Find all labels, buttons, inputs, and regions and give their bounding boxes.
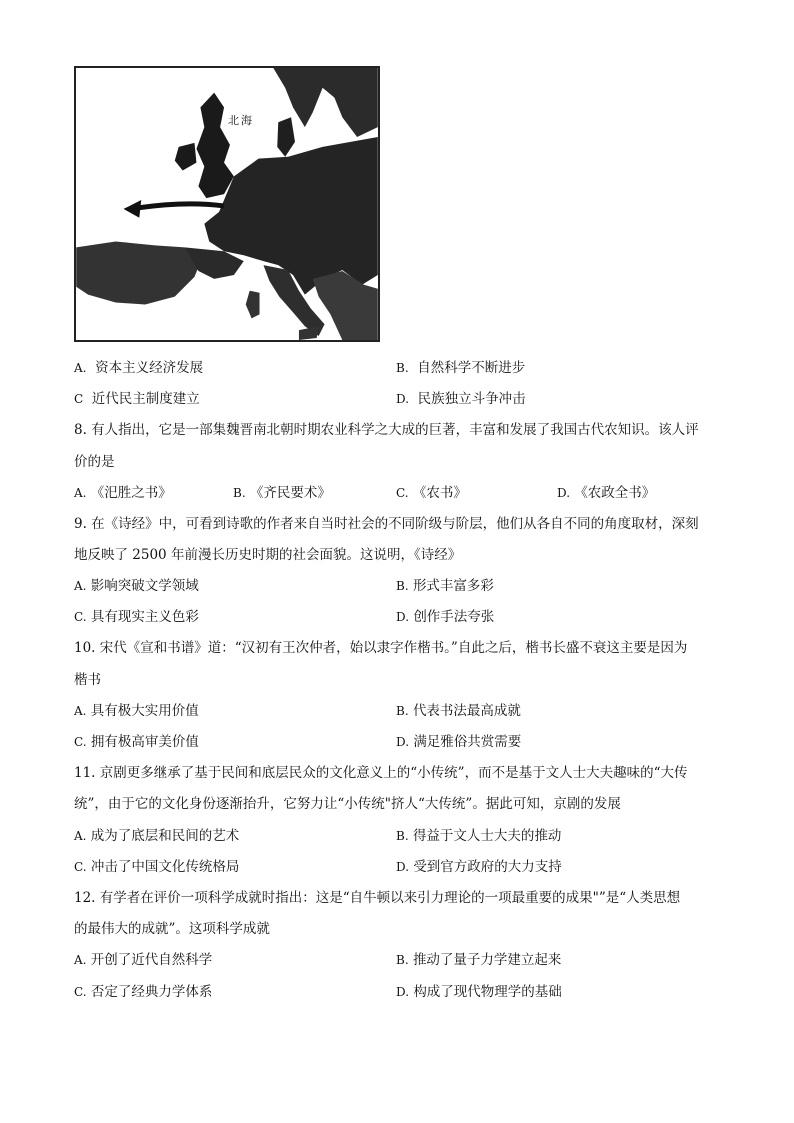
q11-stem-line1: 11. 京剧更多继承了基于民间和底层民众的文化意义上的“小传统”，而不是基于文人士大夫趣味的“大传	[74, 765, 688, 781]
option-text: 代表书法最高成就	[412, 703, 521, 719]
q8-option-c[interactable]	[396, 483, 467, 503]
q8-option-d[interactable]	[557, 483, 655, 503]
option-letter: D.	[396, 610, 410, 624]
option-text: 开创了近代自然科学	[90, 952, 213, 968]
q9-option-b[interactable]	[396, 576, 494, 596]
q12-stem-line2: 的最伟大的成就”。这项科学成就	[74, 921, 270, 937]
q7-option-a[interactable]	[74, 358, 203, 378]
option-letter: B.	[396, 579, 409, 593]
q11-option-c[interactable]	[74, 857, 239, 877]
option-letter: D.	[396, 392, 410, 406]
option-text: 《齐民要术》	[249, 485, 331, 501]
q8-stem-line2: 价的是	[74, 454, 115, 470]
q9-stem-line1: 9. 在《诗经》中，可看到诗歌的作者来自当时社会的不同阶级与阶层，他们从各自不同的角度取材，深刻	[74, 516, 699, 532]
q10-stem-line2: 楷书	[74, 672, 101, 688]
option-text: 具有极大实用价值	[90, 703, 199, 719]
q10-option-b[interactable]	[396, 701, 521, 721]
q12-option-a[interactable]	[74, 950, 212, 970]
option-letter: C.	[74, 860, 87, 874]
option-letter: C.	[74, 985, 87, 999]
option-text: 得益于文人士大夫的推动	[412, 828, 562, 844]
option-text: 资本主义经济发展	[95, 360, 204, 376]
option-text: 具有现实主义色彩	[90, 609, 199, 625]
europe-map-image	[76, 68, 378, 340]
q12-stem-line1: 12. 有学者在评价一项科学成就时指出：这是“自牛顿以来引力理论的一项最重要的成果"”是“人类思想	[74, 890, 681, 906]
option-letter: D.	[557, 486, 571, 500]
option-text: 拥有极高审美价值	[90, 734, 199, 750]
option-text: 形式丰富多彩	[412, 578, 494, 594]
north-sea-label: 北海	[228, 114, 254, 127]
q8-option-a[interactable]	[74, 483, 172, 503]
q11-option-a[interactable]	[74, 826, 239, 846]
q9-option-a[interactable]	[74, 576, 199, 596]
option-text: 《农书》	[412, 485, 467, 501]
option-text: 《汜胜之书》	[90, 485, 172, 501]
option-letter: A.	[74, 486, 87, 500]
option-letter: C.	[396, 486, 409, 500]
q12-option-c[interactable]	[74, 982, 212, 1002]
option-text: 满足雅俗共赏需要	[413, 734, 522, 750]
option-text: 推动了量子力学建立起来	[412, 952, 562, 968]
option-text: 受到官方政府的大力支持	[413, 859, 562, 875]
option-letter: A.	[74, 579, 87, 593]
option-text: 构成了现代物理学的基础	[413, 984, 562, 1000]
option-letter: A.	[74, 704, 87, 718]
q7-option-d[interactable]	[396, 389, 526, 409]
option-letter: D.	[396, 985, 410, 999]
option-letter: B.	[233, 486, 246, 500]
option-letter: A.	[74, 829, 87, 843]
option-letter: C.	[74, 735, 87, 749]
q12-option-b[interactable]	[396, 950, 561, 970]
option-letter: A.	[74, 361, 87, 375]
q9-option-d[interactable]	[396, 607, 494, 627]
europe-map-figure	[74, 66, 380, 342]
option-letter: C.	[74, 610, 87, 624]
q10-option-d[interactable]	[396, 732, 521, 752]
option-letter: B.	[396, 361, 409, 375]
q10-stem-line1: 10. 宋代《宣和书谱》道：“汉初有王次仲者，始以隶字作楷书。”自此之后，楷书长盛不衰这主要是因为	[74, 640, 688, 656]
option-text: 自然科学不断进步	[417, 360, 526, 376]
option-text: 创作手法夸张	[413, 609, 495, 625]
q11-option-d[interactable]	[396, 857, 562, 877]
option-text: 冲击了中国文化传统格局	[90, 859, 240, 875]
option-letter: B.	[396, 953, 409, 967]
option-letter: D.	[396, 860, 410, 874]
q7-option-b[interactable]	[396, 358, 525, 378]
option-text: 近代民主制度建立	[91, 391, 200, 407]
option-text: 成为了底层和民间的艺术	[90, 828, 240, 844]
option-letter: D.	[396, 735, 410, 749]
option-text: 影响突破文学领域	[90, 578, 199, 594]
q9-option-c[interactable]	[74, 607, 199, 627]
q7-option-c[interactable]	[74, 389, 200, 409]
option-text: 否定了经典力学体系	[90, 984, 213, 1000]
q11-option-b[interactable]	[396, 826, 561, 846]
q10-option-a[interactable]	[74, 701, 199, 721]
option-text: 《农政全书》	[574, 485, 656, 501]
q10-option-c[interactable]	[74, 732, 199, 752]
q8-stem-line1: 8. 有人指出，它是一部集魏晋南北朝时期农业科学之大成的巨著，丰富和发展了我国古代农知识。该人评	[74, 422, 699, 438]
q12-option-d[interactable]	[396, 982, 562, 1002]
option-letter: B.	[396, 829, 409, 843]
option-text: 民族独立斗争冲击	[417, 391, 526, 407]
option-letter: B.	[396, 704, 409, 718]
option-letter: C	[74, 392, 84, 406]
q11-stem-line2: 统”，由于它的文化身份逐渐抬升，它努力让“小传统"挤人“大传统”。据此可知，京剧的发展	[74, 796, 621, 812]
q9-stem-line2: 地反映了 2500 年前漫长历史时期的社会面貌。这说明，《诗经》	[74, 547, 462, 563]
option-letter: A.	[74, 953, 87, 967]
q8-option-b[interactable]	[233, 483, 331, 503]
